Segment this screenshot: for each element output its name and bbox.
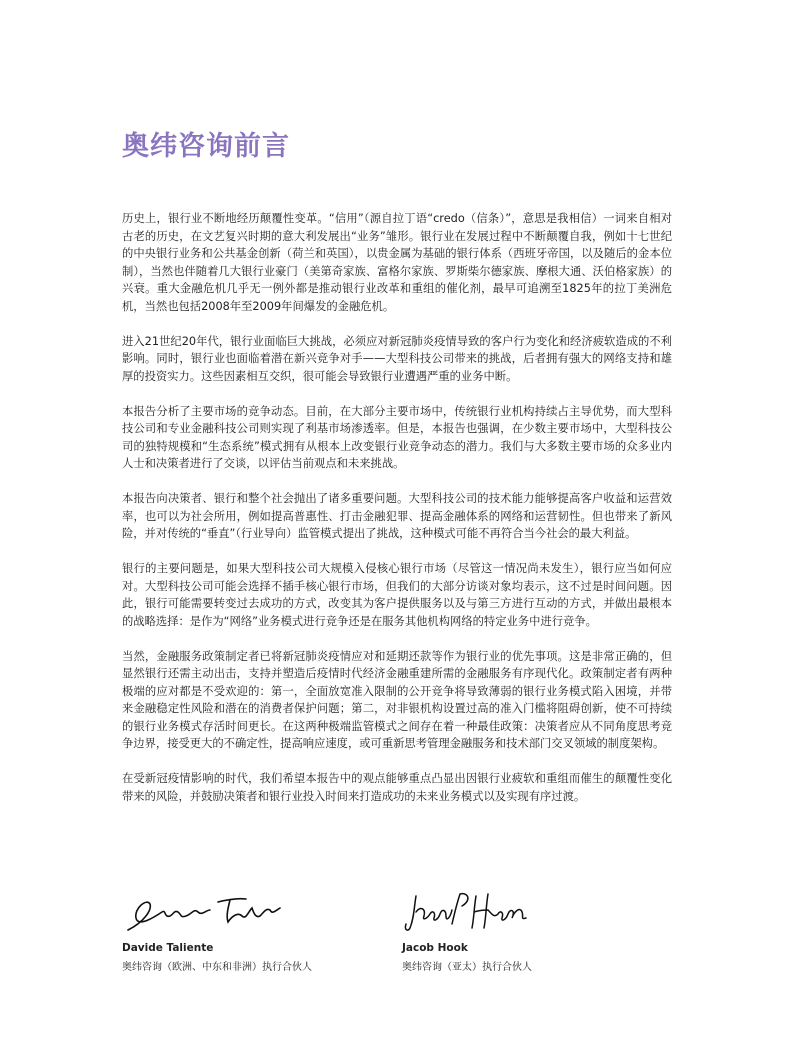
paragraph: 本报告向决策者、银行和整个社会抛出了诸多重要问题。大型科技公司的技术能力能够提高客户收益和运营效率，也可以为社会所用，例如提高普惠性、打击金融犯罪、提高金融体系的网络和运营韧性。但也带来了新风险，并对传统的“垂直”（行业导向）监管模式提出了挑战，这种模式可能不再符合当今社会的最大利益。 <box>122 492 672 540</box>
signature-image <box>122 888 302 936</box>
signatory-name: Jacob Hook <box>402 942 468 954</box>
signatory-name: Davide Taliente <box>122 942 214 954</box>
signature-block-taliente <box>122 888 312 973</box>
page-title: 奥纬咨询前言 <box>122 131 290 162</box>
signatory-role: 奥纬咨询（欧洲、中东和非洲）执行合伙人 <box>122 962 312 973</box>
foreword-body <box>122 210 672 823</box>
paragraph: 当然，金融服务政策制定者已将新冠肺炎疫情应对和延期还款等作为银行业的优先事项。这是非常正确的，但显然银行还需主动出击，支持并塑造后疫情时代经济金融重建所需的金融服务有序现代化。政策制定者有两种极端的应对都是不受欢迎的：第一，全面放宽准入限制的公开竞争将导致薄弱的银行业务模式陷入困境，并带来金融稳定性风险和潜在的消费者保护问题；第二，对非银机构设置过高的准入门槛将阻碍创新，使不可持续的银行业务模式存活时间更长。在这两种极端监管模式之间存在着一种最佳政策：决策者应从不同角度思考竞争边界，接受更大的不确定性，提高响应速度，或可重新思考管理金融服务和技术部门交叉领域的制度架构。 <box>122 649 672 750</box>
paragraph: 银行的主要问题是，如果大型科技公司大规模入侵核心银行市场（尽管这一情况尚未发生），银行应当如何应对。大型科技公司可能会选择不插手核心银行市场，但我们的大部分访谈对象均表示，这不过是时间问题。因此，银行可能需要转变过去成功的方式，改变其为客户提供服务以及与第三方进行互动的方式，并做出最根本的战略选择：是作为“网络”业务模式进行竞争还是在服务其他机构网络的特定业务中进行竞争。 <box>122 562 672 628</box>
signatory-role: 奥纬咨询（亚太）执行合伙人 <box>402 962 532 973</box>
paragraph: 本报告分析了主要市场的竞争动态。目前，在大部分主要市场中，传统银行业机构持续占主导优势，而大型科技公司和专业金融科技公司则实现了利基市场渗透率。但是，本报告也强调，在少数主要市场中，大型科技公司的独特规模和“生态系统”模式拥有从根本上改变银行业竞争动态的潜力。我们与大多数主要市场的众多业内人士和决策者进行了交谈，以评估当前观点和未来挑战。 <box>122 404 672 470</box>
paragraph: 历史上，银行业不断地经历颠覆性变革。“信用”（源自拉丁语“credo（信条）”，意思是我相信）一词来自相对古老的历史，在文艺复兴时期的意大利发展出“业务”雏形。银行业在发展过程中不断颠覆自我，例如十七世纪的中央银行业务和公共基金创新（荷兰和英国），以贵金属为基础的银行体系（西班牙帝国，以及随后的金本位制），当然也伴随着几大银行业豪门（美第奇家族、富格尔家族、罗斯柴尔德家族、摩根大通、沃伯格家族）的兴衰。重大金融危机几乎无一例外都是推动银行业改革和重组的催化剂，最早可追溯至1825年的拉丁美洲危机，当然也包括2008年至2009年间爆发的金融危机。 <box>122 212 672 313</box>
signature-block-hook <box>402 888 582 973</box>
signature-image <box>402 888 582 936</box>
paragraph: 进入21世纪20年代，银行业面临巨大挑战，必须应对新冠肺炎疫情导致的客户行为变化和经济疲软造成的不利影响。同时，银行业也面临着潜在新兴竞争对手——大型科技公司带来的挑战，后者拥有强大的网络支持和雄厚的投资实力。这些因素相互交织，很可能会导致银行业遭遇严重的业务中断。 <box>122 334 672 383</box>
paragraph: 在受新冠疫情影响的时代，我们希望本报告中的观点能够重点凸显出因银行业疲软和重组而催生的颠覆性变化带来的风险，并鼓励决策者和银行业投入时间来打造成功的未来业务模式以及实现有序过渡。 <box>122 772 672 803</box>
